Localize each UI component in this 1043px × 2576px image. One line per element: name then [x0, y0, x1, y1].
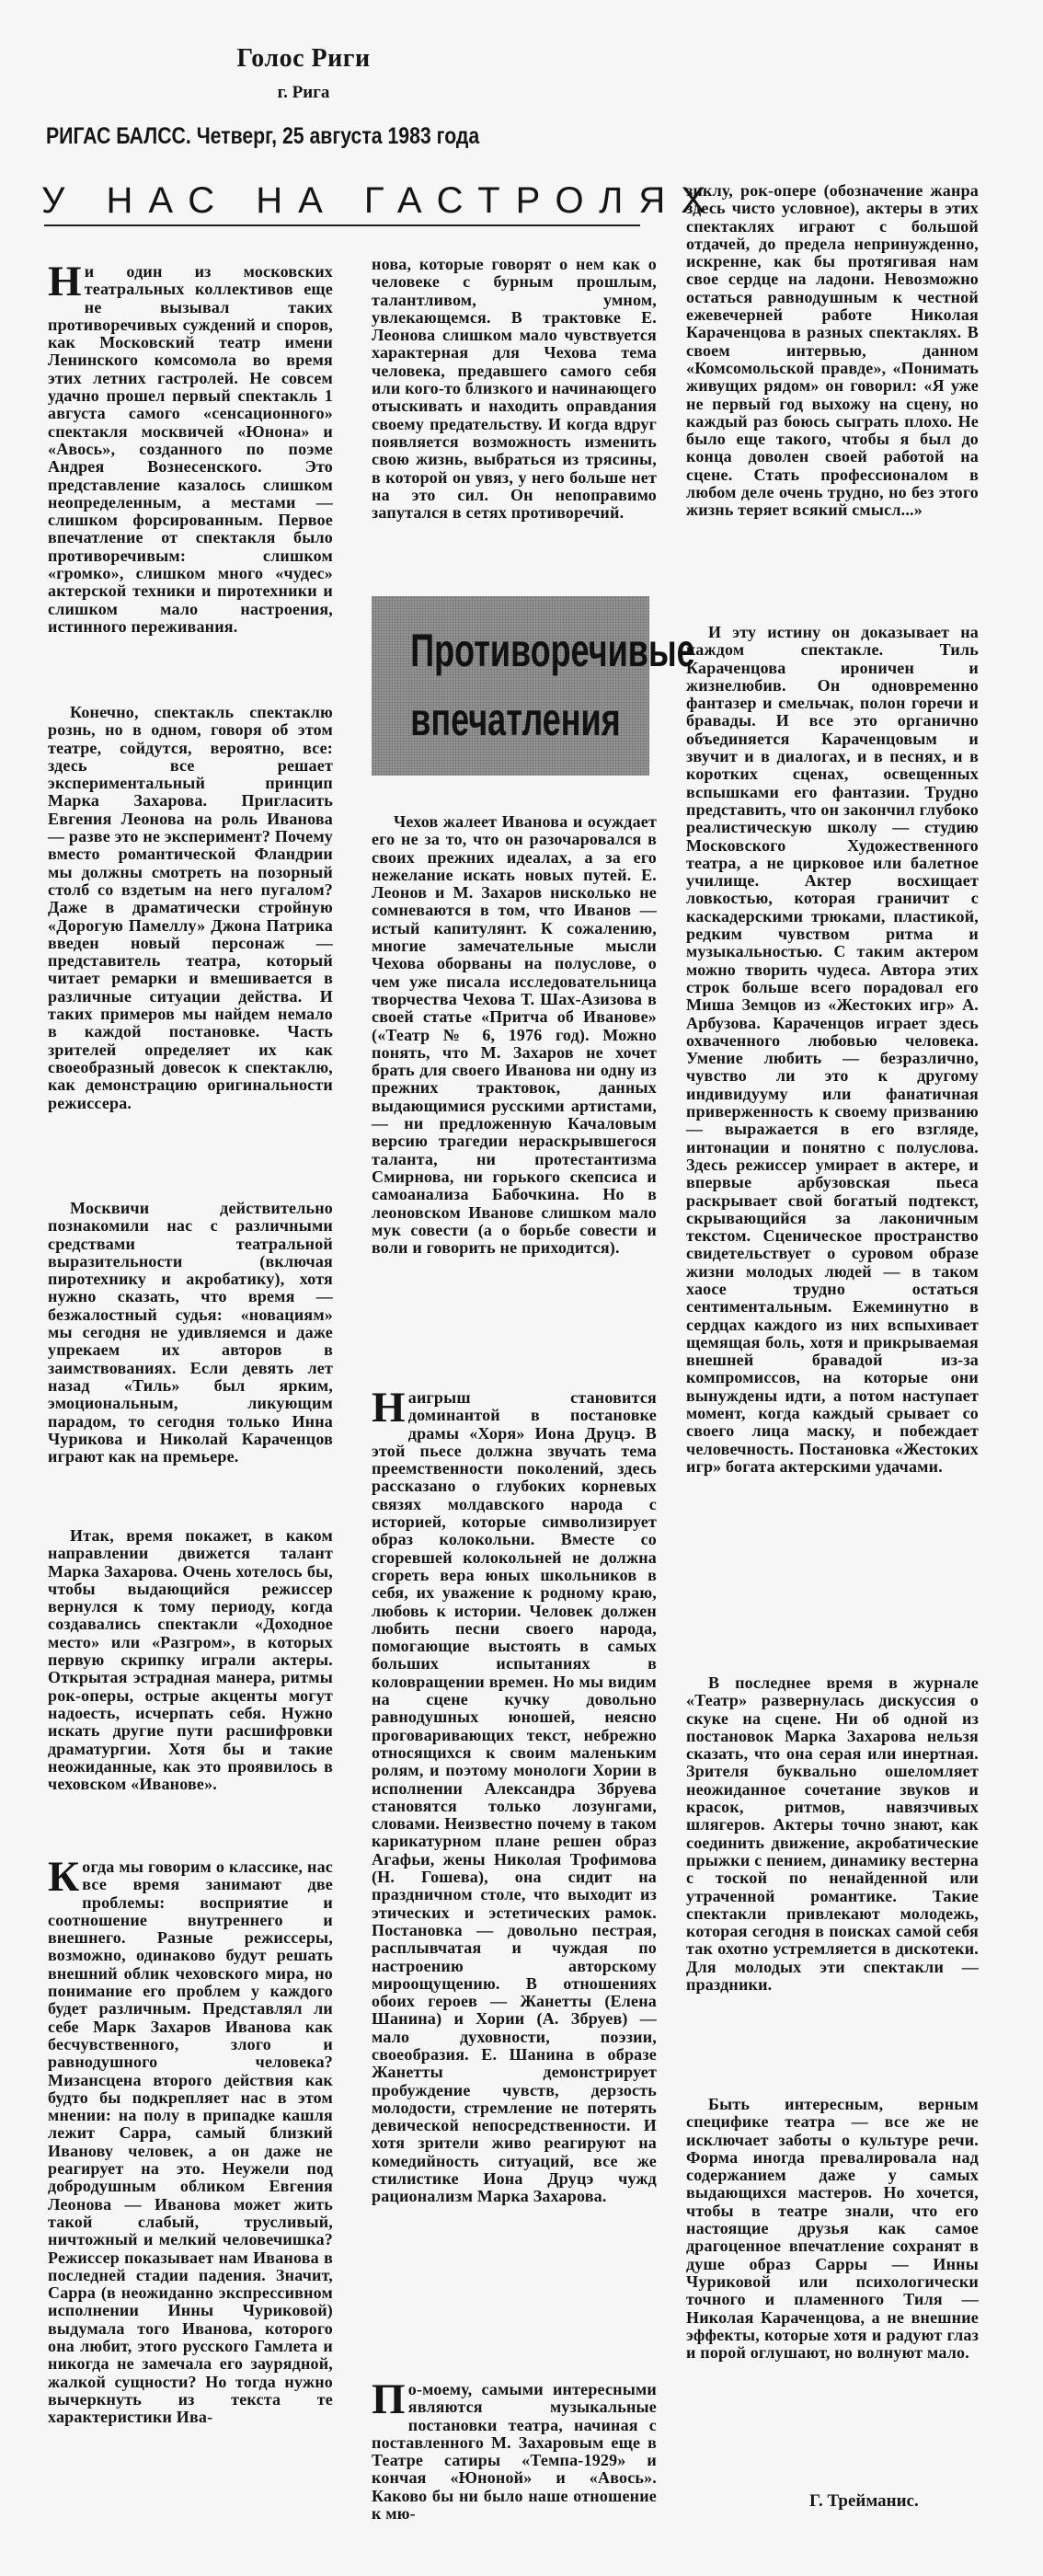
- headline-rule: [44, 224, 640, 226]
- paragraph: [48, 1527, 333, 1793]
- paragraph: [48, 704, 333, 1112]
- paragraph-text: огда мы говорим о классике, нас все время занимают две проблемы: восприятие и соотношение внутреннего и внешнего. Разные режиссеры, возможно, одинаково будут решать внешний облик чеховского мира, но понимание его проблем у каждого будет различным. Представлял ли себе Марк Захаров Иванова как бесчувственного, злого и равнодушного человека? Мизансцена второго действия как будто бы подкрепляет нас в этом мнении: на полу в припадке кашля лежит Сарра, самый близкий Иванову человек, а он даже не реагирует на это. Неужели под добродушным обликом Евгения Леонова — Иванова может жить такой слабый, трусливый, ничтожный и мелкий человечишка? Режиссер показывает нам Иванова в последней стадии падения. Значит, Сарра (в неожиданно экспрессивном исполнении Инны Чуриковой) выдумала того Иванова, которого она любит, этого русского Гамлета и никогда не замечала его заурядной, жалкой сущности? Но тогда нужно вычеркнуть из текста те характеристики Ива-: [48, 1857, 333, 2427]
- paragraph: [48, 1853, 333, 2427]
- dateline: РИГАС БАЛСС. Четверг, 25 августа 1983 года: [46, 123, 480, 149]
- paragraph-text: Конечно, спектакль спектаклю рознь, но в одном, говоря об этом театре, сойдутся, вероятно, все: здесь все решает экспериментальный принцип Марка Захарова. Пригласить Евгения Леонова на роль Иванова — разве это не эксперимент? Почему вместо романтической Фландрии мы должны смотреть на позорный столб со вздетым на него пугалом? Даже в драматически стройную «Дорогую Памеллу» Джона Патрика введен новый персонаж — представитель театра, который читает ремарки и вмешивается в различные ситуации действа. И таких примеров мы найдем немало в каждой постановке. Часть зрителей определяет их как своеобразный довесок к спектаклю, как демонстрацию оригинальности режиссера.: [48, 703, 333, 1112]
- paragraph-text: Москвичи действительно познакомили нас с различными средствами театральной выразительности (включая пиротехнику и акробатику), хотя нужно сказать, что время — безжалостный судья: «новациям» мы сегодня не удивляемся и даже упрекаем их авторов в заимствованиях. Если девять лет назад «Тиль» был ярким, эмоциональным, ликующим парадом, то сегодня только Инна Чурикова и Николай Караченцов играют как на премьере.: [48, 1199, 333, 1466]
- drop-cap: К: [48, 1853, 80, 1901]
- author-signature: Г. Трейманис.: [809, 2491, 919, 2511]
- paragraph: [686, 2096, 979, 2362]
- paragraph-text: о-моему, самыми интересными являются музыкальные постановки театра, начиная с поставленного М. Захаровым еще в Театре сатиры «Темпа-1929» и кончая «Юноной» и «Авось». Каково бы ни было наше отношение к мю-: [372, 2380, 657, 2524]
- drop-cap: П: [372, 2375, 406, 2423]
- section-headline: У НАС НА ГАСТРОЛЯХ: [41, 180, 721, 221]
- article-title-line2: впечатления: [410, 694, 621, 745]
- article-title-box: [372, 596, 695, 776]
- drop-cap: Н: [48, 258, 82, 305]
- paragraph-text: В последнее время в журнале «Театр» развернулась дискуссия о скуке на сцене. Ни об одной из постановок Марка Захарова нельзя сказать, что она серая или инертная. Зрителя буквально ошеломляет неожиданное сочетание звуков и красок, ритмов, навязчивых шлягеров. Актеры точно знают, как соединить движение, акробатические прыжки с пением, динамику вестерна с тоской по ненайденной или утраченной романтике. Такие спектакли привлекают молодежь, которая сегодня в поисках самой себя так охотно устремляется в дискотеки. Для молодых эти спектакли — праздники.: [686, 1673, 979, 1995]
- paragraph-text: нова, которые говорят о нем как о человеке с бурным прошлым, талантливом, умном, увлекающемся. В трактовке Е. Леонова слишком мало чувствуется характерная для Чехова тема человека, предавшего самого себя или кого-то близкого и начинающего отыскивать и находить оправдания своему предательству. И когда вдруг появляется возможность изменить свою жизнь, выбраться из трясины, в которой он увяз, у него больше нет на это сил. Он непоправимо запутался в сетях противоречий.: [372, 255, 657, 523]
- drop-cap: Н: [372, 1384, 406, 1432]
- paragraph: [48, 258, 333, 636]
- paragraph: [372, 256, 657, 522]
- paragraph-text: И эту истину он доказывает на каждом спектакле. Тиль Караченцова ироничен и жизнелюбив. Он одновременно фантазер и смельчак, полон горечи и бравады. И все это органично объединяется Караченцовым и звучит и в диалогах, и в песнях, и в коротких сценах, освещенных вспышками его фантазии. Трудно представить, что он закончил глубоко реалистическую школу — студию Московского Художественного театра, а не цирковое или балетное училище. Актер восхищает ловкостью, которая граничит с каскадерскими трюками, пластикой, редким чувством ритма и музыкальностью. С таким актером можно творить чудеса. Автора этих строк больше всего порадовал его Миша Земцов из «Жестоких игр» А. Арбузова. Караченцов играет здесь охваченного любовью человека. Умение любить — безразлично, чувство ли это к другому индивидууму или фанатичная приверженность к своему призванию — выражается в его взгляде, интонации и понятно с полуслова. Здесь режиссер умирает в актере, и впервые арбузовская пьеса раскрывает свой богатый подтекст, скрывающийся за лаконичным текстом. Сценическое пространство свидетельствует о суровом образе жизни молодых людей — в таком хаосе трудно остаться сентиментальным. Ежеминутно в сердцах каждого из них вспыхивает щемящая боль, хотя и прикрываемая внешней бравадой из-за компромиссов, на которые они вынуждены идти, а потом наступает момент, когда каждый срывает со своего лица маску, и побеждает человечность. Постановка «Жестоких игр» богата актерскими удачами.: [686, 623, 979, 1476]
- paragraph: [372, 813, 657, 1257]
- paragraph: [686, 624, 979, 1476]
- paragraph-text: и один из московских театральных коллективов еще не вызывал таких противоречивых суждений и споров, как Московский театр имени Ленинского комсомола во время этих летних гастролей. Не совсем удачно прошел первый спектакль 1 августа самого «сенсационного» спектакля москвичей «Юнона» и «Авось», созданного по поэме Андрея Вознесенского. Это представление казалось слишком неопределенным, а местами — слишком форсированным. Первое впечатление от спектакля было противоречивым: слишком «громко», слишком много «чудес» актерской техники и пиротехники и слишком мало настроения, истинного переживания.: [48, 262, 333, 636]
- newspaper-city: г. Рига: [277, 83, 330, 102]
- paragraph: [686, 182, 979, 520]
- newspaper-name: Голос Риги: [236, 44, 371, 73]
- article-title-line1: Противоречивые: [410, 625, 695, 676]
- paragraph: [372, 2375, 657, 2524]
- paragraph-text: Быть интересным, верным специфике театра — все же не исключает заботы о культуре речи. Форма иногда превалировала над содержанием даже у самых выдающихся мастеров. Но хочется, чтобы в театре знали, что его настоящие друзья как самое драгоценное впечатление сохранят в душе образ Сарры — Инны Чуриковой или психологически точного и пламенного Тиля — Николая Караченцова, а не внешние эффекты, которые хотя и радуют глаз и порой оглушают, но волнуют мало.: [686, 2095, 979, 2363]
- paragraph-text: Итак, время покажет, в каком направлении движется талант Марка Захарова. Очень хотелось бы, чтобы выдающийся режиссер вернулся к тому периоду, когда создавались спектакли «Доходное место» или «Разгром», в которых первую скрипку играли актеры. Открытая эстрадная манера, ритмы рок-оперы, острые акценты могут надоесть, исчерпать себя. Нужно искать другие пути расшифровки драматургии. Хотя бы и такие неожиданные, как это проявилось в чеховском «Иванове».: [48, 1526, 333, 1794]
- paragraph: [372, 1384, 657, 2206]
- paragraph-text: зиклу, рок-опере (обозначение жанра здесь чисто условное), актеры в этих спектаклях играют с большой отдачей, до предела непринужденно, искренне, как бы протягивая нам свое сердце на ладони. Невозможно остаться равнодушным к честной ежевечерней работе Николая Караченцова в разных спектаклях. В своем интервью, данном «Комсомольской правде», «Понимать живущих рядом» он говорил: «Я уже не первый год выхожу на сцену, но каждый раз боюсь сыграть плохо. Не было еще такого, чтобы я был до конца доволен своей работой на сцене. Стать профессионалом в любом деле очень трудно, но без этого жизнь теряет всякий смысл...»: [686, 181, 979, 520]
- paragraph: [48, 1200, 333, 1466]
- paragraph: [686, 1674, 979, 1994]
- paragraph-text: Чехов жалеет Иванова и осуждает его не за то, что он разочаровался в своих прежних идеалах, а за его нежелание искать новых путей. Е. Леонов и М. Захаров нисколько не сомневаются в том, что Иванов — истый капитулянт. К сожалению, многие замечательные мысли Чехова оборваны на полуслове, о чем уже писала исследовательница творчества Чехова Т. Шах-Азизова в своей статье «Притча об Иванове» («Театр № 6, 1976 год). Можно понять, что М. Захаров не хочет брать для своего Иванова ни одну из прежних трактовок, данных выдающимися русскими артистами, — ни предложенную Качаловым версию трагедии нераскрывшегося таланта, ни протестантизма Смирнова, ни горького скепсиса и самоанализа Бабочкина. Но в леоновском Иванове слишком мало мук совести (а о борьбе совести и воли и говорить не приходится).: [372, 812, 657, 1258]
- paragraph-text: аигрыш становится доминантой в постановке драмы «Хоря» Иона Друцэ. В этой пьесе должна звучать тема преемственности поколений, здесь рассказано о глубоких корневых связях молдавского народа с историей, которые символизирует образ колокольни. Вместе со сгоревшей колокольней не должна сгореть вера юных школьников в себя, их уважение к родному краю, любовь к истории. Человек должен любить песни своего народа, помогающие выстоять в самых больших испытаниях в коловращении времен. Но мы видим на сцене кучку довольно равнодушных юношей, неясно проговаривающих текст, небрежно относящихся к своим маленьким ролям, и поэтому монологи Хории в исполнении Александра Збруева становятся только лозунгами, словами. Неизвестно почему в таком карикатурном плане решен образ Агафьи, жены Николая Трофимова (Н. Гошева), она сидит на праздничном столе, что выходит из этических и эстетических рамок. Постановка — довольно пестрая, расплывчатая и чуждая по настроению авторскому мироощущению. В отношениях обоих героев — Жанетты (Елена Шанина) и Хории (А. Збруев) — мало духовности, поэзии, своеобразия. Е. Шанина в образе Жанетты демонстрирует пробуждение чувств, дерзость молодости, стремление не потерять девической непосредственности. И хотя зрители живо реагируют на комедийность ситуаций, все же стилистике Иона Друцэ чужд рационализм Марка Захарова.: [372, 1388, 657, 2206]
